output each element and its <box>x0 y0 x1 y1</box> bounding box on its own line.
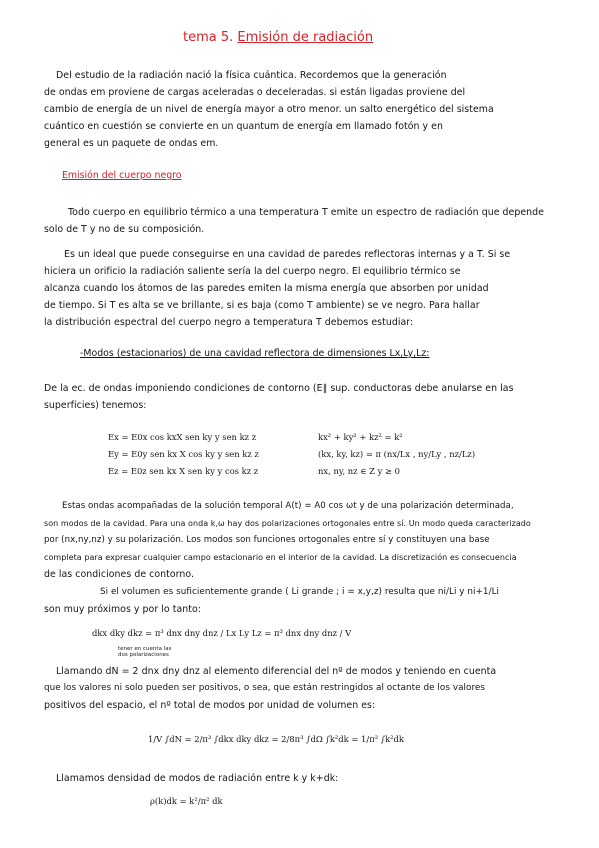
intro-line: de ondas em proviene de cargas aceleradas o deceleradas. si están ligadas proviene del <box>44 87 466 98</box>
polarization-line: por (nx,ny,nz) y su polarización. Los modos son funciones ortogonales entre sí y constituyen una base <box>44 535 490 545</box>
modes-line: superficies) tenemos: <box>44 400 147 411</box>
intro-line: Del estudio de la radiación nació la física cuántica. Recordemos que la generación <box>56 70 447 81</box>
section-heading-modes: -Modos (estacionarios) de una cavidad reflectora de dimensiones Lx,Ly,Lz: <box>80 348 430 359</box>
equation-ex: Ex = E0x cos kxX sen ky y sen kz z <box>108 432 257 442</box>
page-title <box>183 30 373 45</box>
polarization-line: completa para expresar cualquier campo estacionario en el interior de la cavidad. La discretización es consecuencia <box>44 553 517 562</box>
title-text: Emisión de radiación <box>237 30 374 45</box>
equation-ez: Ez = E0z sen kx X sen ky y cos kz z <box>108 466 259 476</box>
equation-density: ρ(k)dk = k²/π² dk <box>150 796 223 806</box>
volume-line: son muy próximos y por lo tanto: <box>44 604 201 615</box>
equation-n-values: nx, ny, nz ∈ Z y ≥ 0 <box>318 466 400 476</box>
intro-line: cambio de energía de un nivel de energía mayor a otro menor. un salto energético del sistema <box>44 104 494 115</box>
polarization-line: Estas ondas acompañadas de la solución temporal A(t) = A0 cos ωt y de una polarización determinada, <box>62 501 514 511</box>
density-line: Llamamos densidad de modos de radiación entre k y k+dk: <box>56 773 339 784</box>
note-line: tener en cuenta las <box>118 646 172 652</box>
volume-line: Si el volumen es suficientemente grande ( Li grande ; i = x,y,z) resulta que ni/Li y ni+1/Li <box>100 587 500 597</box>
dn-line: Llamando dN = 2 dnx dny dnz al elemento diferencial del nº de modos y teniendo en cuenta <box>56 666 497 677</box>
polarization-line: de las condiciones de contorno. <box>44 569 195 580</box>
black-body-line: la distribución espectral del cuerpo negro a temperatura T debemos estudiar: <box>44 317 414 328</box>
modes-line: De la ec. de ondas imponiendo condiciones de contorno (E∥ sup. conductoras debe anularse en las <box>44 383 514 394</box>
intro-line: general es un paquete de ondas em. <box>44 138 219 149</box>
section-heading-black-body: Emisión del cuerpo negro <box>62 170 182 181</box>
dn-line: positivos del espacio, el nº total de modos por unidad de volumen es: <box>44 700 376 711</box>
intro-line: cuántico en cuestión se convierte en un quantum de energía em llamado fotón y en <box>44 121 443 132</box>
black-body-line: solo de T y no de su composición. <box>44 224 205 235</box>
equation-total-modes: 1/V ∫dN = 2/π³ ∫dkx dky dkz = 2/8π³ ∫dΩ ∫k²dk = 1/π² ∫k²dk <box>148 734 404 744</box>
black-body-line: hiciera un orificio la radiación saliente sería la del cuerpo negro. El equilibrio térmico se <box>44 266 461 277</box>
black-body-line: Es un ideal que puede conseguirse en una cavidad de paredes reflectoras internas y a T. Si se <box>64 249 511 260</box>
black-body-line: Todo cuerpo en equilibrio térmico a una temperatura T emite un espectro de radiación que depende <box>68 207 544 218</box>
equation-ey: Ey = E0y sen kx X cos ky y sen kz z <box>108 449 259 459</box>
equation-k-squared: kx² + ky² + kz² = k² <box>318 432 403 442</box>
note-line: dos polarizaciones <box>118 652 169 658</box>
polarization-line: son modos de la cavidad. Para una onda k,ω hay dos polarizaciones ortogonales entre sí. Un modo queda caracterizado <box>44 519 531 528</box>
black-body-line: de tiempo. Si T es alta se ve brillante, si es baja (como T ambiente) se ve negro. Para hallar <box>44 300 480 311</box>
polarization-note <box>118 646 171 658</box>
black-body-line: alcanza cuando los átomos de las paredes emiten la misma energía que absorben por unidad <box>44 283 489 294</box>
equation-dk: dkx dky dkz = π³ dnx dny dnz / Lx Ly Lz = π³ dnx dny dnz / V <box>92 628 352 638</box>
dn-line: que los valores ni solo pueden ser positivos, o sea, que están restringidos al octante de los valores <box>44 683 486 693</box>
equation-k-vector: (kx, ky, kz) = π (nx/Lx , ny/Ly , nz/Lz) <box>318 449 476 459</box>
title-number: tema 5. <box>183 30 234 45</box>
